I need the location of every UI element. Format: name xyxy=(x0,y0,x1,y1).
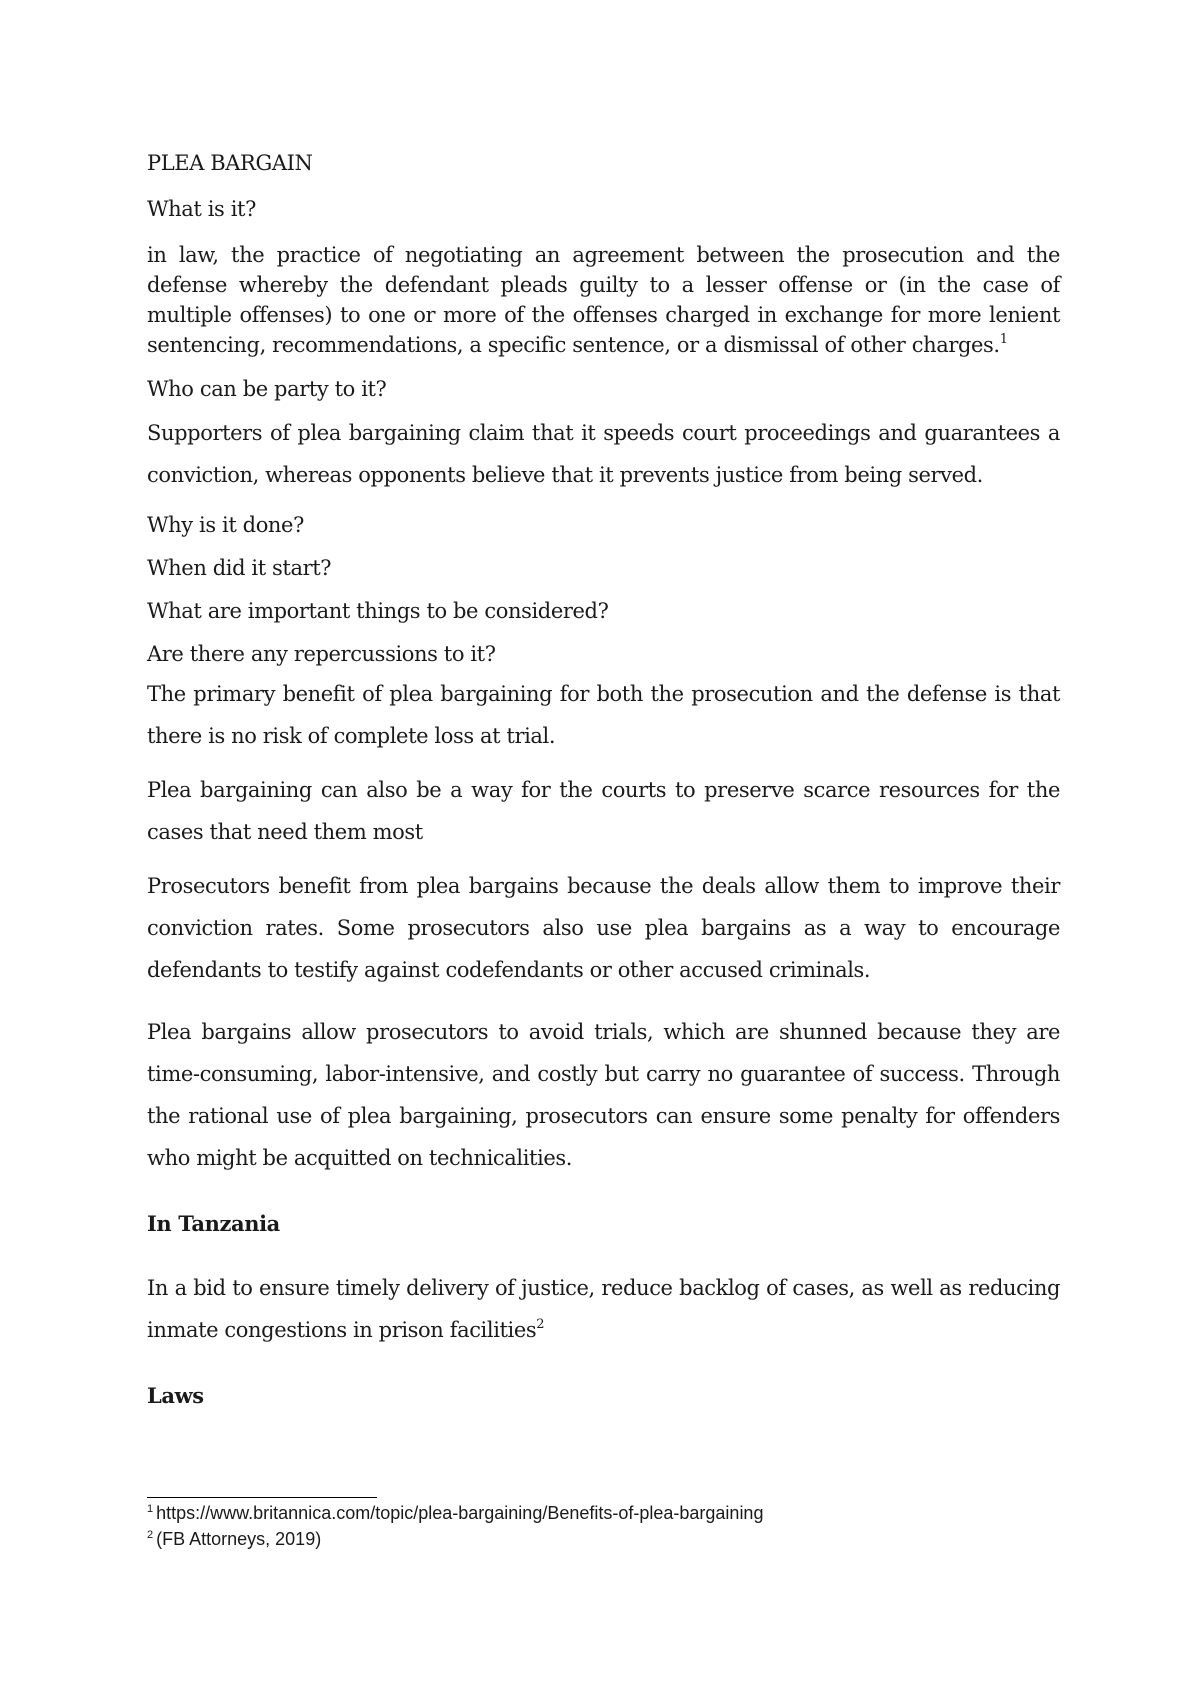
tanzania-text: In a bid to ensure timely delivery of justice, reduce backlog of cases, as well as reducing inmate congestions in prison facilities xyxy=(147,1276,1060,1342)
courts-paragraph: Plea bargaining can also be a way for the courts to preserve scarce resources for the cases that need them most xyxy=(147,778,1060,844)
footnote-ref-1: 1 xyxy=(999,332,1008,347)
footnote-text: (FB Attorneys, 2019) xyxy=(156,1529,322,1549)
supporters-paragraph: Supporters of plea bargaining claim that it speeds court proceedings and guarantees a conviction, whereas opponents believe that it prevents justice from being served. xyxy=(147,421,1060,487)
question-important: What are important things to be considered? xyxy=(147,599,609,623)
definition-paragraph xyxy=(147,240,1060,360)
definition-text: in law, the practice of negotiating an agreement between the prosecution and the defense whereby the defendant pleads guilty to a lesser offense or (in the case of multiple offenses) to one or more of the offenses charged in exchange for more lenient sentencing, recommendations, a specific sentence, or a dismissal of other charges. xyxy=(147,243,1060,357)
document-body xyxy=(147,148,1060,1411)
footnote-link[interactable]: https://www.britannica.com/topic/plea-bargaining/Benefits-of-plea-bargaining xyxy=(156,1503,764,1523)
heading-laws: Laws xyxy=(147,1383,204,1408)
footnote-ref-2: 2 xyxy=(536,1317,545,1332)
question-why: Why is it done? xyxy=(147,513,304,537)
question-repercussions: Are there any repercussions to it? xyxy=(147,642,496,666)
document-title: PLEA BARGAIN xyxy=(147,151,313,175)
footnotes xyxy=(147,1497,1060,1552)
footnote-number: 1 xyxy=(147,1503,154,1515)
benefit-paragraph: The primary benefit of plea bargaining for both the prosecution and the defense is that there is no risk of complete loss at trial. xyxy=(147,682,1060,748)
question-what: What is it? xyxy=(147,197,256,221)
footnote-2 xyxy=(147,1526,1060,1552)
footnote-1 xyxy=(147,1500,1060,1526)
heading-tanzania: In Tanzania xyxy=(147,1211,280,1236)
footnote-number: 2 xyxy=(147,1529,154,1541)
question-who: Who can be party to it? xyxy=(147,377,387,401)
prosecutors-paragraph: Prosecutors benefit from plea bargains because the deals allow them to improve their conviction rates. Some prosecutors also use plea bargains as a way to encourage defendants to testify against codefendants or other accused criminals. xyxy=(147,874,1060,982)
footnote-separator xyxy=(147,1497,377,1498)
question-when: When did it start? xyxy=(147,556,332,580)
tanzania-paragraph xyxy=(147,1267,1060,1351)
trials-paragraph: Plea bargains allow prosecutors to avoid trials, which are shunned because they are time-consuming, labor-intensive, and costly but carry no guarantee of success. Through the rational use of plea bargaining, prosecutors can ensure some penalty for offenders who might be acquitted on technicalities. xyxy=(147,1020,1060,1170)
